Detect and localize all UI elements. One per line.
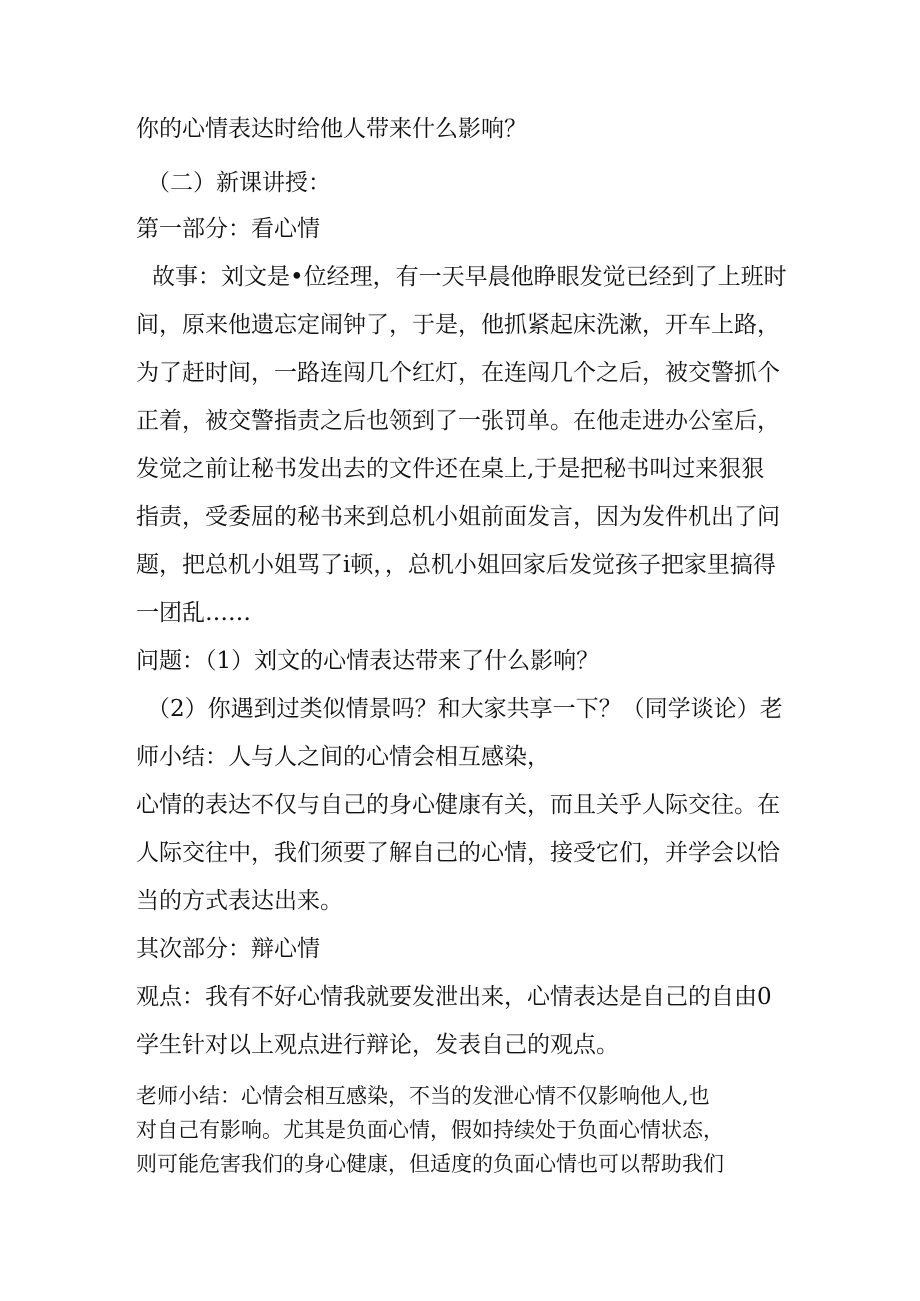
text-line: 发觉之前让秘书发出去的文件还在桌上,于是把秘书叫过来狠狠 [136,456,765,482]
text-line: 一团乱…… [136,600,251,626]
question-line: 问题：（1）刘文的心情表达带来了什么影响？ [136,648,600,674]
part-heading: 其次部分：辩心情 [136,936,320,962]
text-line: 故事：刘文是•位经理，有一天早晨他睁眼发觉已经到了上班时 [152,264,787,290]
text-line: 指责，受委屈的秘书来到总机小姐前面发言，因为发件机出了问 [136,504,780,530]
text-line: 正着，被交警指责之后也领到了一张罚单。在他走进办公室后， [136,408,780,434]
question-line: （2）你遇到过类似情景吗？和大家共享一下？（同学谈论）老 [147,696,783,722]
text-line: 师小结：人与人之间的心情会相互感染， [136,744,550,770]
text-line: 老师小结：心情会相互感染，不当的发泄心情不仅影响他人,也 [136,1084,710,1108]
text-line: 题，把总机小姐骂了i顿，，总机小姐回家后发觉孩子把家里搞得 [136,552,776,578]
text-line: 对自己有影响。尤其是负面心情，假如持续处于负面心情状态， [136,1118,724,1142]
text-line: 学生针对以上观点进行辩论，发表自己的观点。 [136,1032,619,1058]
text-line: 观点：我有不好心情我就要发泄出来，心情表达是自己的自由0 [136,984,772,1010]
text-line: 人际交往中，我们须要了解自己的心情，接受它们，并学会以恰 [136,840,780,866]
text-line: 间，原来他遗忘定闹钟了，于是，他抓紧起床洗漱，开车上路， [136,312,780,338]
part-heading: 第一部分：看心情 [136,216,320,242]
text-line: 为了赶时间，一路连闯几个红灯，在连闯几个之后，被交警抓个 [136,360,780,386]
text-line: 你的心情表达时给他人带来什么影响？ [136,116,527,142]
text-line: 心情的表达不仅与自己的身心健康有关，而且关乎人际交往。在 [136,792,780,818]
text-line: 则可能危害我们的身心健康，但适度的负面心情也可以帮助我们 [136,1152,724,1176]
text-line: 当的方式表达出来。 [136,888,343,914]
section-heading: （二）新课讲授： [147,170,331,196]
